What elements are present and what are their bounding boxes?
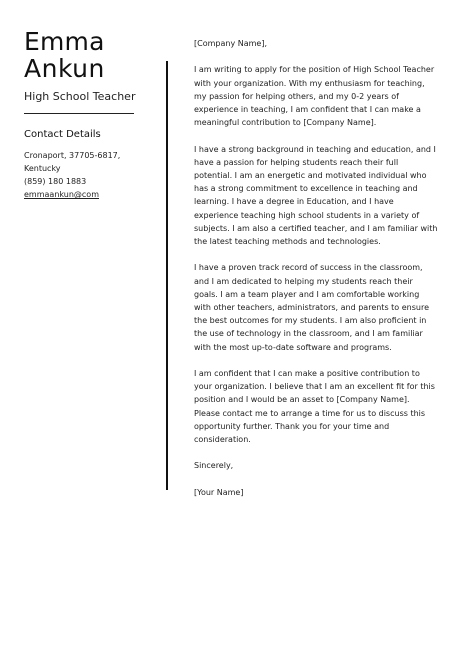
letter-paragraph: I am writing to apply for the position of High School Teacher with your organization. With my enthusiasm for teaching, my passion for helping others, and my 0-2 years of experience in teaching, I am confident that I can make a meaningful contribution to [Company Name].: [194, 65, 435, 128]
vertical-divider: [166, 61, 168, 490]
letter-paragraph: I have a proven track record of success in the classroom, and I am dedicated to helping my students reach their goals. I am a team player and I am comfortable working with other teachers, administrators, and parents to ensure the best outcomes for my students. I am also proficient in the use of technology in the classroom, and I am familiar with the most up-to-date software and programs.: [194, 263, 429, 352]
letter-body: [194, 37, 438, 512]
letter-salutation: [Company Name],: [194, 39, 267, 48]
last-name: Ankun: [24, 54, 105, 83]
first-name: Emma: [24, 27, 105, 56]
letter-closing: Sincerely,: [194, 461, 234, 471]
contact-address-line1: Cronaport, 37705-6817,: [24, 151, 121, 160]
contact-email-link[interactable]: emmaankun@com: [24, 190, 99, 199]
contact-phone: (859) 180 1883: [24, 177, 87, 186]
name-divider: [24, 113, 134, 114]
letter-paragraph: I am confident that I can make a positive contribution to your organization. I believe that I am an excellent fit for this position and I would be an asset to [Company Name]. Please contact me to arrange a time for us to discuss this opportunity further. Thank you for your time and consideration.: [194, 369, 435, 445]
contact-address-line2: Kentucky: [24, 164, 61, 173]
sidebar: [24, 28, 136, 201]
letter-paragraph: I have a strong background in teaching and education, and I have a passion for helping students reach their full potential. I am an energetic and motivated individual who has a strong commitment to excellence in teaching and learning. I have a degree in Education, and I have experience teaching high school students in a variety of subjects. I am also a certified teacher, and I am familiar with the latest teaching methods and technologies.: [194, 144, 438, 247]
contact-details-heading: Contact Details: [24, 129, 101, 140]
letter-signature: [Your Name]: [194, 487, 244, 497]
job-title: High School Teacher: [24, 90, 136, 103]
